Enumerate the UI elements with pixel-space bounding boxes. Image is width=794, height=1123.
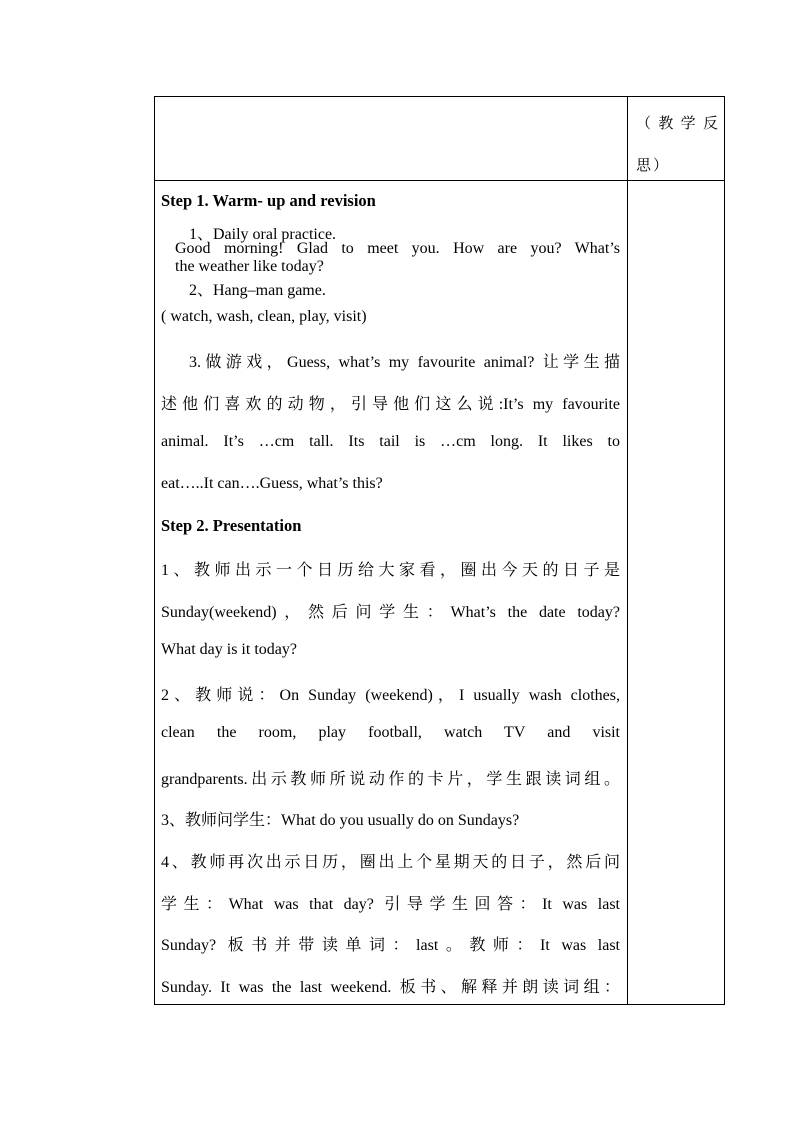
- reflection-column-header: （教学反思）: [636, 114, 720, 174]
- text-line: 2、Hang–man game.: [189, 282, 326, 299]
- text-line: the weather like today?: [175, 258, 324, 275]
- text-line: 2、教师说：On Sunday (weekend)，I usually wash clothes,: [161, 687, 620, 704]
- text-line: 3.做游戏，Guess, what’s my favourite animal? 让学生描: [189, 354, 620, 371]
- text-line: 1、教师出示一个日历给大家看，圈出今天的日子是: [161, 562, 620, 579]
- text-line: 学生：What was that day? 引导学生回答：It was last: [161, 896, 620, 913]
- text-line: What day is it today?: [161, 641, 297, 658]
- text-line: grandparents.出示教师所说动作的卡片，学生跟读词组。: [161, 771, 620, 788]
- column-divider: [627, 96, 628, 1005]
- text-line: 4、教师再次出示日历，圈出上个星期天的日子，然后问: [161, 854, 620, 871]
- text-line: 3、教师问学生：What do you usually do on Sundays?: [161, 812, 520, 829]
- text-line: animal. It’s …cm tall. Its tail is …cm long. It likes to: [161, 433, 620, 450]
- step2-heading: Step 2. Presentation: [161, 516, 302, 535]
- text-line: Sunday? 板书并带读单词：last。教师：It was last: [161, 937, 620, 954]
- text-line: clean the room, play football, watch TV and visit: [161, 724, 620, 741]
- text-line: ( watch, wash, clean, play, visit): [161, 308, 367, 325]
- text-line: 述他们喜欢的动物，引导他们这么说:It’s my favourite: [161, 396, 620, 413]
- text-line: Sunday. It was the last weekend. 板书、解释并朗读词组：: [161, 979, 620, 996]
- text-line: Good morning! Glad to meet you. How are you? What’s: [175, 240, 620, 257]
- step1-heading: Step 1. Warm- up and revision: [161, 191, 376, 210]
- text-line: Sunday(weekend)，然后问学生：What’s the date today?: [161, 604, 620, 621]
- text-line: 1、Daily oral practice.: [189, 226, 337, 243]
- text-line: eat…..It can….Guess, what’s this?: [161, 475, 383, 492]
